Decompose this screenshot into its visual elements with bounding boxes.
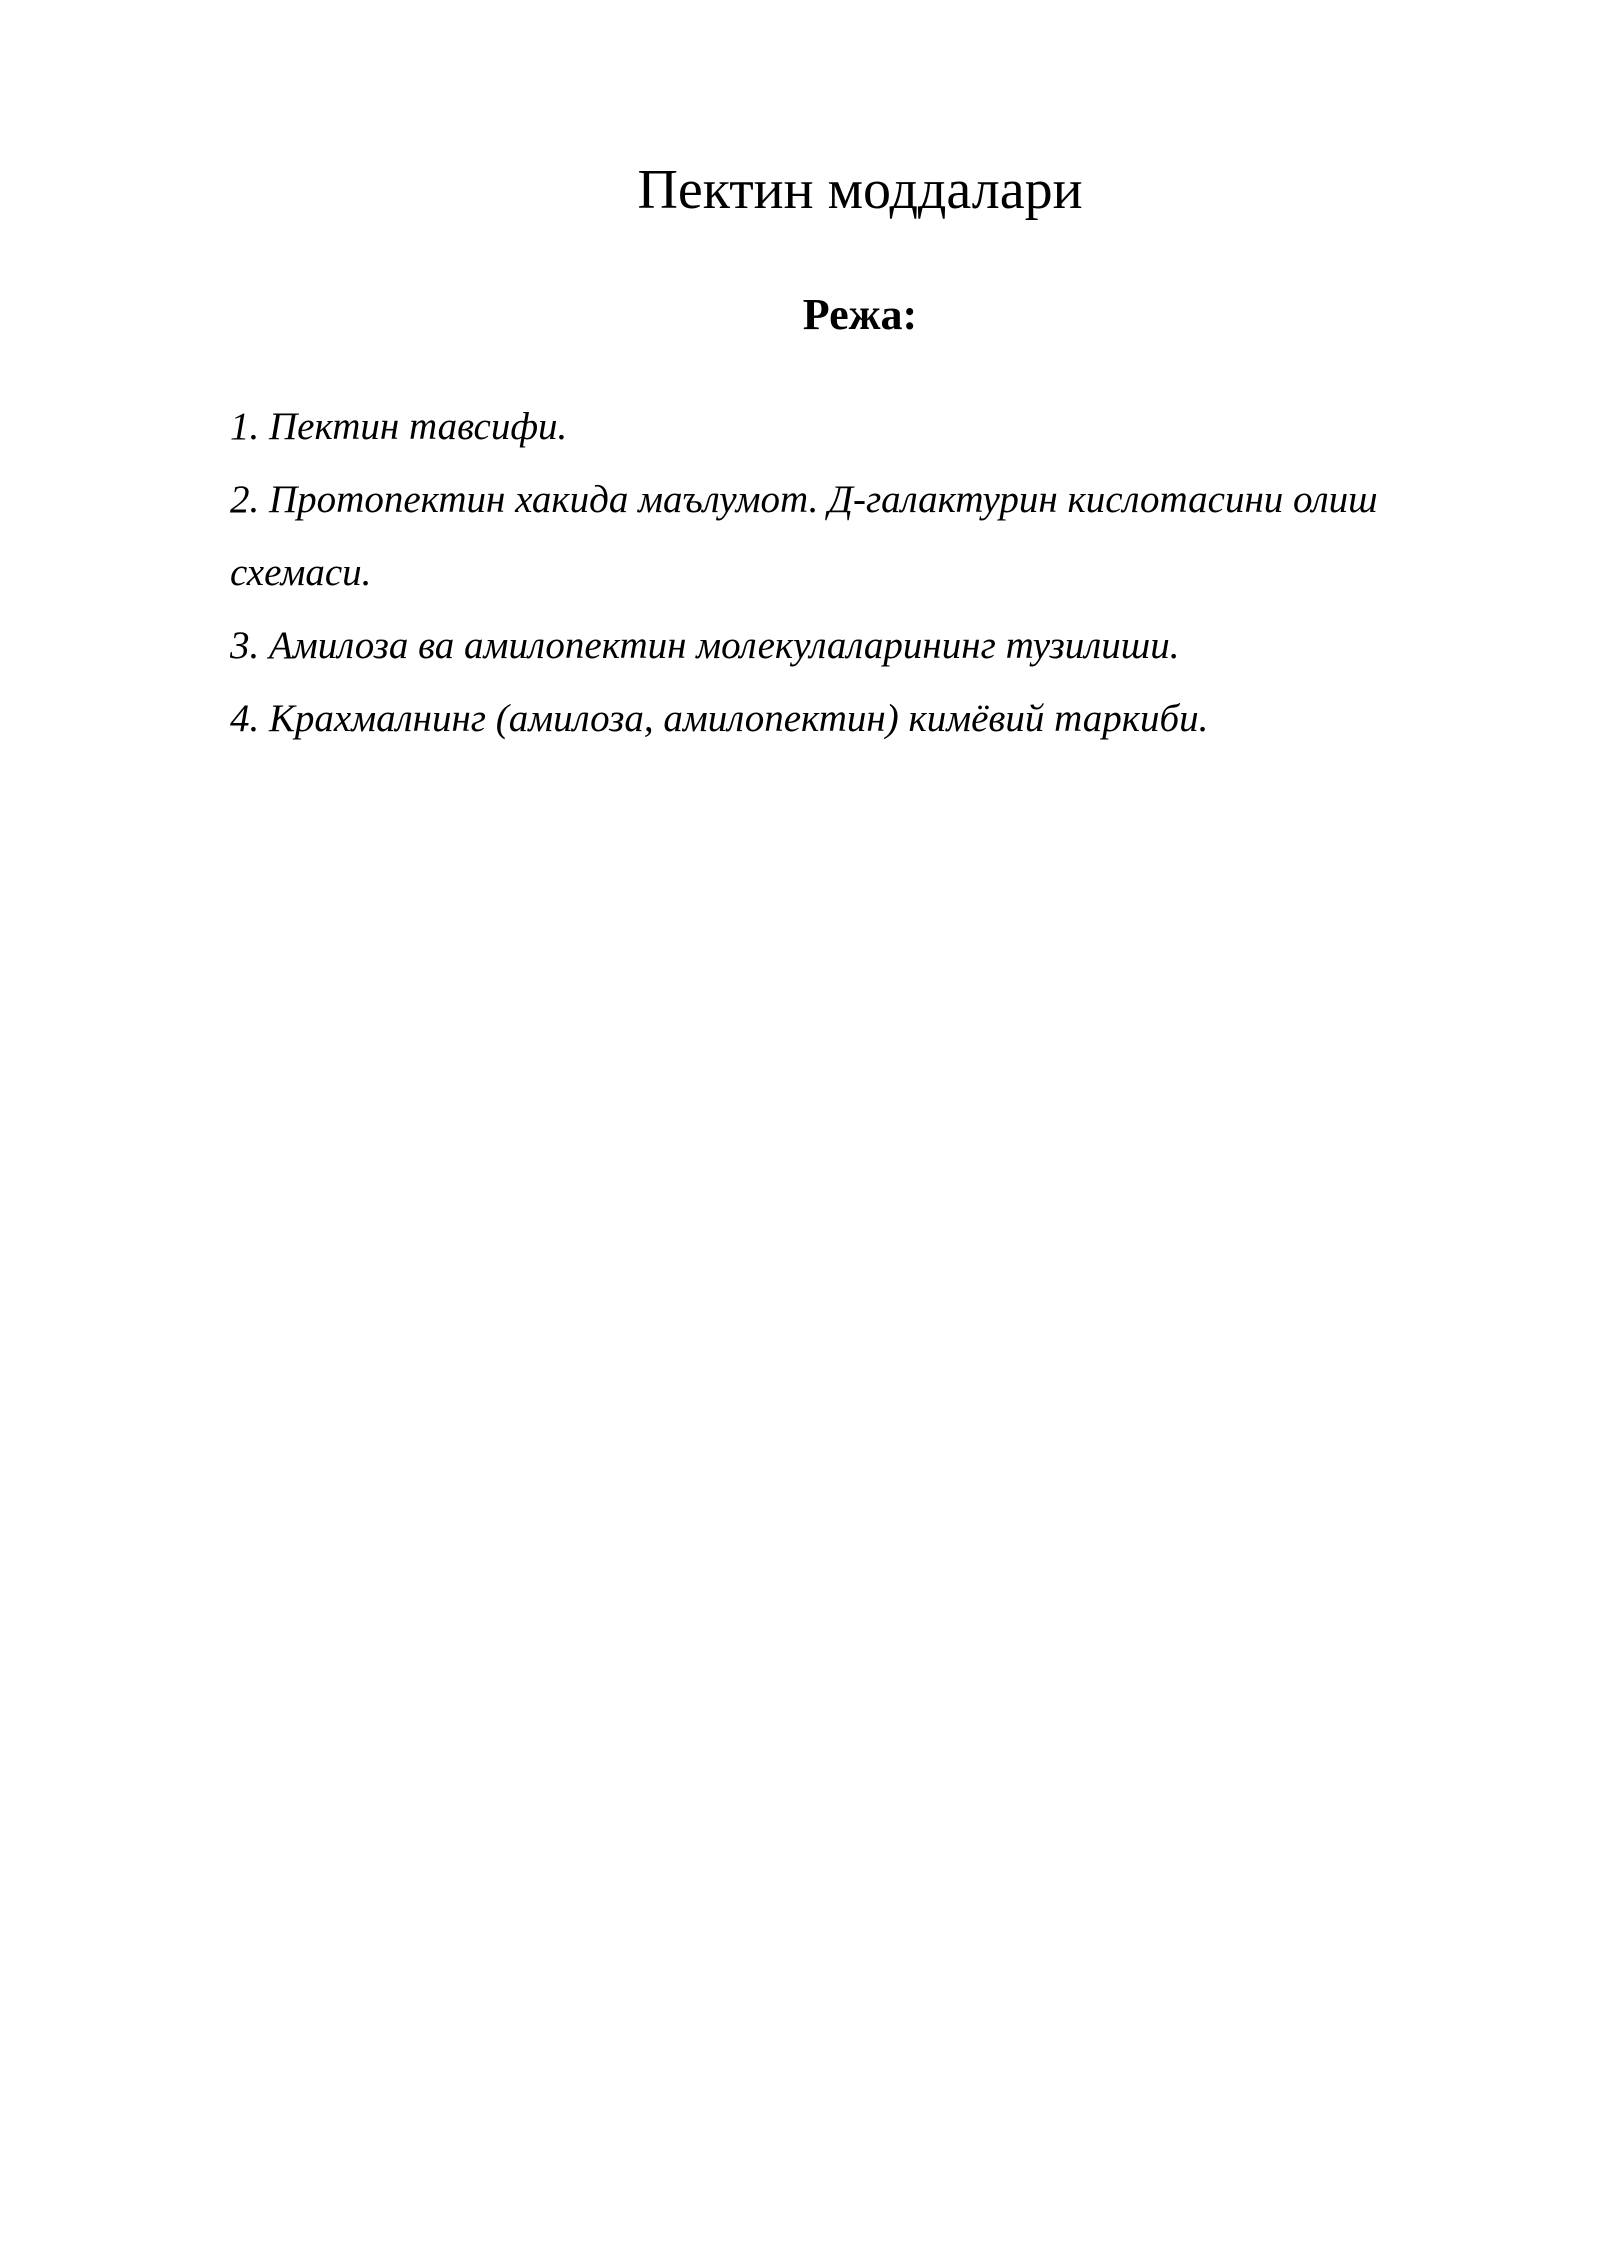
plan-item-1: 1. Пектин тавсифи. <box>230 405 568 448</box>
plan-heading: Режа: <box>802 290 918 339</box>
plan-item-2: 2. Протопектин хакида маълумот. Д-галактурин кислотасини олиш схемаси. <box>230 478 1378 594</box>
plan-item-4: 4. Крахмалнинг (амилоза, амилопектин) кимёвий таркиби. <box>230 697 1209 740</box>
document-title: Пектин моддалари <box>637 159 1083 221</box>
plan-list <box>230 390 1410 755</box>
plan-item-3: 3. Амилоза ва амилопектин молекулаларининг тузилиши. <box>230 624 1180 667</box>
